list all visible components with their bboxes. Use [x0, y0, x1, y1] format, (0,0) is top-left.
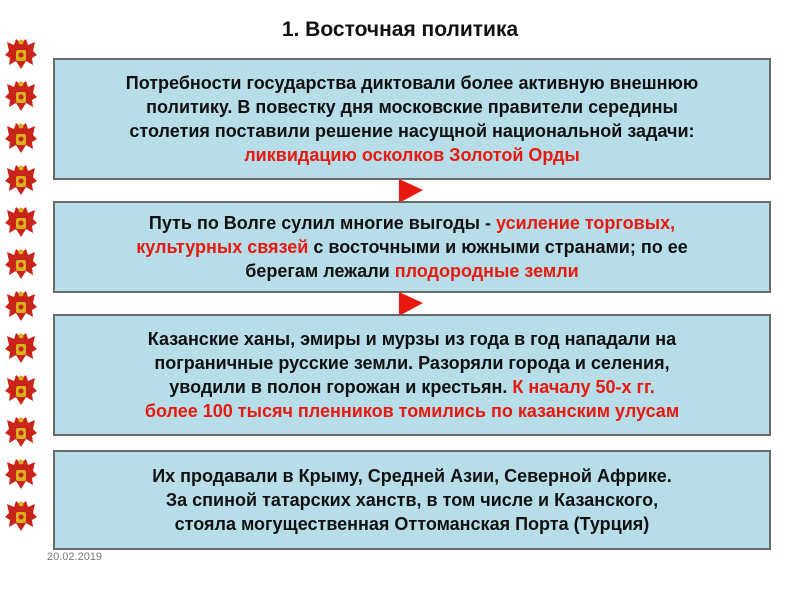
- double-headed-eagle-icon: [4, 80, 38, 114]
- box2-line-1: [55, 211, 769, 235]
- text-box-2: [53, 201, 771, 293]
- down-arrow-icon: [399, 179, 423, 203]
- box2-line-3: [55, 259, 769, 283]
- box2-plain-3: берегам лежали: [245, 261, 395, 281]
- double-headed-eagle-icon: [4, 164, 38, 198]
- box3-line-4: более 100 тысяч пленников томились по казанским улусам: [144, 401, 680, 421]
- box4-line-2: За спиной татарских ханств, в том числе и Казанского,: [165, 490, 659, 510]
- box2-plain-1: Путь по Волге сулил многие выгоды -: [148, 213, 497, 233]
- text-box-3: [53, 314, 771, 436]
- slide-title: 1. Восточная политика: [281, 18, 519, 41]
- box2-red-3: плодородные земли: [394, 261, 579, 281]
- text-box-4: [53, 450, 771, 550]
- box2-red-1: усиление торговых,: [496, 213, 676, 233]
- box2-line-2: [55, 235, 769, 259]
- box1-line-2: политику. В повестку дня московские правители середины: [146, 97, 678, 117]
- double-headed-eagle-icon: [4, 332, 38, 366]
- double-headed-eagle-icon: [4, 122, 38, 156]
- box3-plain-3: уводили в полон горожан и крестьян.: [169, 377, 513, 397]
- box1-line-1: Потребности государства диктовали более активную внешнюю: [125, 73, 699, 93]
- box2-plain-2: с восточными и южными странами; по ее: [308, 237, 688, 257]
- box1-highlight: ликвидацию осколков Золотой Орды: [244, 145, 580, 165]
- slide-date: 20.02.2019: [47, 551, 103, 563]
- box2-red-2: культурных связей: [136, 237, 309, 257]
- box3-red-3: К началу 50-х гг.: [512, 377, 655, 397]
- box4-line-1: Их продавали в Крыму, Средней Азии, Северной Африке.: [152, 466, 672, 486]
- double-headed-eagle-icon: [4, 458, 38, 492]
- box1-line-3: столетия поставили решение насущной национальной задачи:: [129, 121, 695, 141]
- box4-line-3: стояла могущественная Оттоманская Порта (Турция): [174, 514, 650, 534]
- box3-line-1: Казанские ханы, эмиры и мурзы из года в год нападали на: [147, 329, 677, 349]
- double-headed-eagle-icon: [4, 500, 38, 534]
- double-headed-eagle-icon: [4, 38, 38, 72]
- double-headed-eagle-icon: [4, 248, 38, 282]
- box3-line-3: [55, 375, 769, 399]
- double-headed-eagle-icon: [4, 206, 38, 240]
- text-box-1: [53, 58, 771, 180]
- double-headed-eagle-icon: [4, 290, 38, 324]
- double-headed-eagle-icon: [4, 416, 38, 450]
- box3-line-2: пограничные русские земли. Разоряли города и селения,: [154, 353, 670, 373]
- down-arrow-icon: [399, 292, 423, 316]
- double-headed-eagle-icon: [4, 374, 38, 408]
